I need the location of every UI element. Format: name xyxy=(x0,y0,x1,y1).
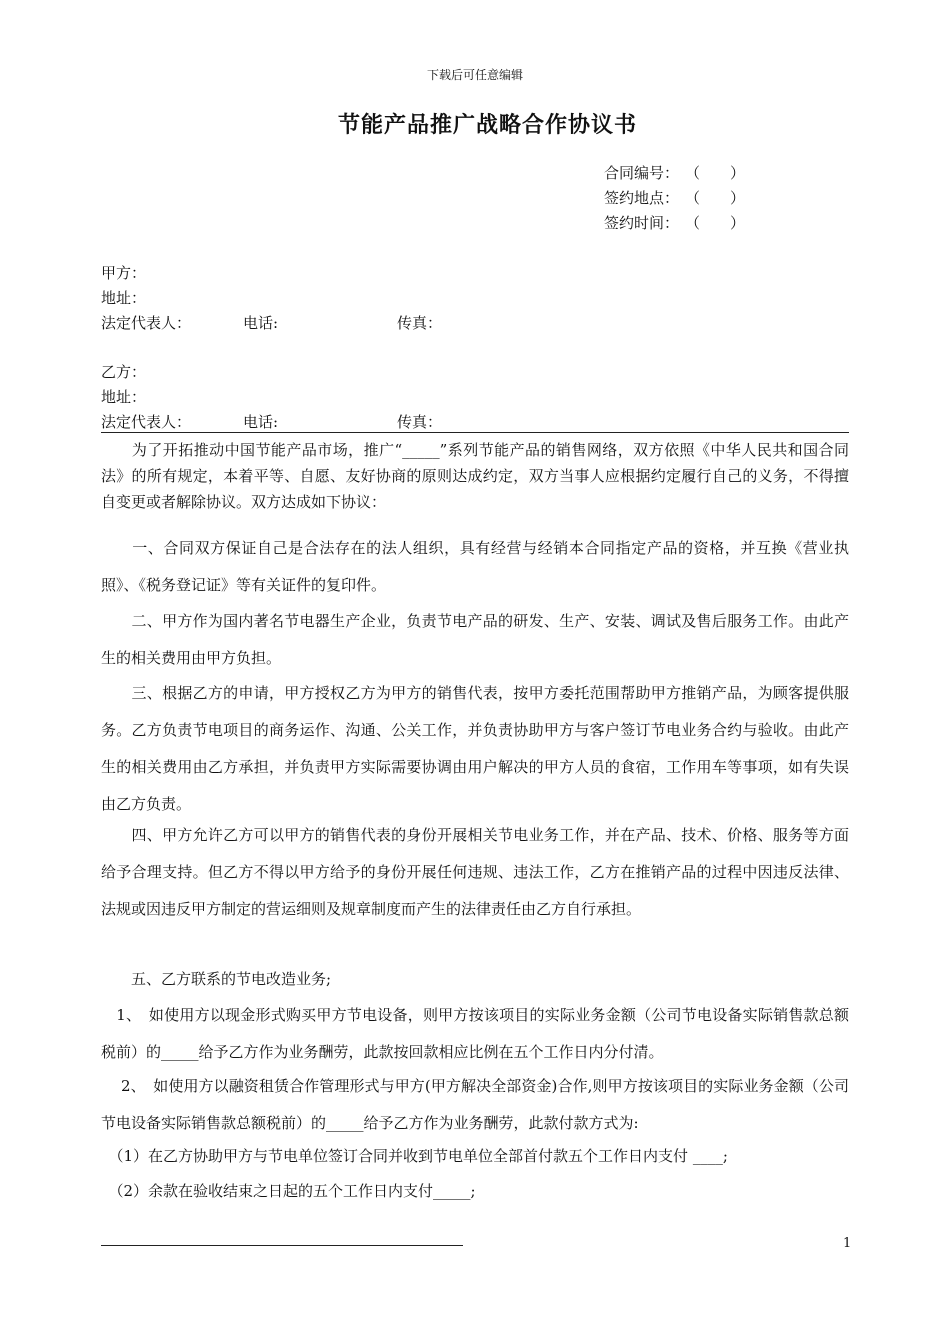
clause-2: 二、甲方作为国内著名节电器生产企业，负责节电产品的研发、生产、安装、调试及售后服务工作。由此产生的相关费用由甲方负担。 xyxy=(101,612,849,667)
signing-place-line xyxy=(604,187,745,208)
clause-1: 一、合同双方保证自己是合法存在的法人组织，具有经营与经销本合同指定产品的资格，并互换《营业执照》、《税务登记证》等有关证件的复印件。 xyxy=(101,539,849,594)
contract-number-label: 合同编号： xyxy=(604,164,680,182)
party-a-tel: 电话: xyxy=(243,314,279,332)
party-divider-rule xyxy=(101,432,849,433)
party-a-fax: 传真： xyxy=(397,314,443,332)
signing-time-value: （ ） xyxy=(685,214,746,232)
party-b-address: 地址： xyxy=(101,388,147,406)
footer-rule xyxy=(101,1245,463,1246)
signing-time-label: 签约时间： xyxy=(604,214,680,232)
clause-5-item-2-sub-2: （2）余款在验收结束之日起的五个工作日内支付_____; xyxy=(101,1182,476,1200)
clause-3: 三、根据乙方的申请，甲方授权乙方为甲方的销售代表，按甲方委托范围帮助甲方推销产品，为顾客提供服务。乙方负责节电项目的商务运作、沟通、公关工作，并负责协助甲方与客户签订节电业务合约与验收。由此产生的相关费用由乙方承担，并负责甲方实际需要协调由用户解决的甲方人员的食宿，工作用车等事项，如有失误由乙方负责。 xyxy=(101,684,849,813)
clause-5-item-2-sub-1: （1）在乙方协助甲方与节电单位签订合同并收到节电单位全部首付款五个工作日内支付 ____; xyxy=(101,1147,728,1165)
party-b-rep: 法定代表人： xyxy=(101,413,192,431)
clause-5-heading: 五、乙方联系的节电改造业务; xyxy=(101,970,332,988)
contract-number-value: （ ） xyxy=(685,164,746,182)
clause-5-item-1: 1、 如使用方以现金形式购买甲方节电设备，则甲方按该项目的实际业务金额（公司节电设备实际销售款总额税前）的_____给予乙方作为业务酬劳，此款按回款相应比例在五个工作日内分付清。 xyxy=(101,1006,849,1061)
signing-place-value: （ ） xyxy=(685,189,746,207)
contract-number-line xyxy=(604,162,745,183)
party-b-fax: 传真： xyxy=(397,413,443,431)
clause-4: 四、甲方允许乙方可以甲方的销售代表的身份开展相关节电业务工作，并在产品、技术、价格、服务等方面给予合理支持。但乙方不得以甲方给予的身份开展任何违规、违法工作，乙方在推销产品的过程中因违反法律、法规或因违反甲方制定的营运细则及规章制度而产生的法律责任由乙方自行承担。 xyxy=(101,826,849,918)
clause-5-item-2: 2、 如使用方以融资租赁合作管理形式与甲方(甲方解决全部资金)合作,则甲方按该项目的实际业务金额（公司节电设备实际销售款总额税前）的_____给予乙方作为业务酬劳，此款付款方式为: xyxy=(101,1077,849,1132)
party-a-rep: 法定代表人： xyxy=(101,314,192,332)
party-a-contact-row xyxy=(101,312,443,333)
party-a-name: 甲方： xyxy=(101,264,147,282)
party-b-tel: 电话: xyxy=(243,413,279,431)
party-a-address: 地址： xyxy=(101,289,147,307)
party-b-name: 乙方： xyxy=(101,363,147,381)
header-note: 下载后可任意编辑 xyxy=(426,68,523,82)
page-number: 1 xyxy=(843,1236,852,1251)
signing-place-label: 签约地点： xyxy=(604,189,680,207)
document-title: 节能产品推广战略合作协议书 xyxy=(337,112,637,138)
party-b-contact-row xyxy=(101,411,443,432)
signing-time-line xyxy=(604,212,745,233)
intro-paragraph: 为了开拓推动中国节能产品市场，推广“_____”系列节能产品的销售网络，双方依照《中华人民共和国合同法》的所有规定，本着平等、自愿、友好协商的原则达成约定，双方当事人应根据约定履行自己的义务，不得擅自变更或者解除协议。双方达成如下协议： xyxy=(101,441,849,511)
